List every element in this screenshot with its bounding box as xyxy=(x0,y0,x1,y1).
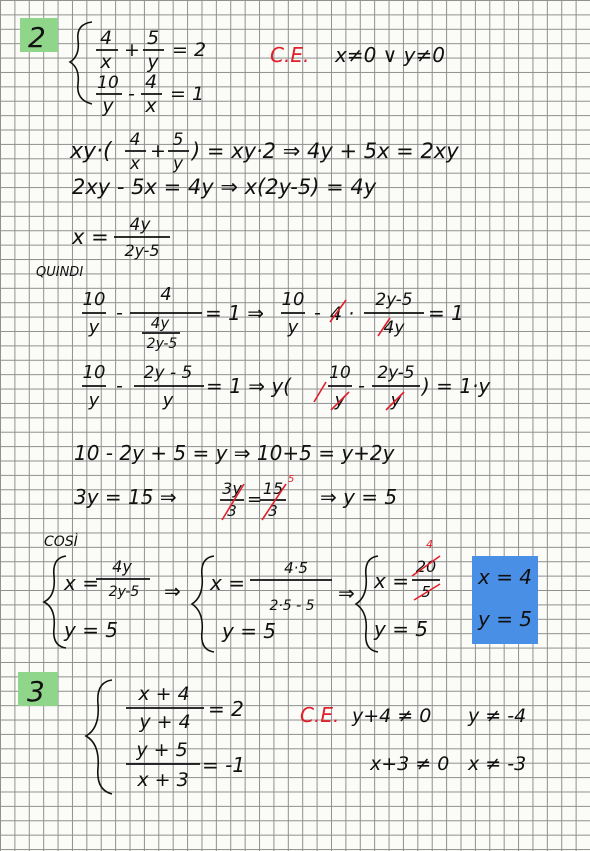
frac-den: y xyxy=(88,390,100,411)
step-text: 10 - 2y + 5 = y ⇒ 10+5 = y+2y xyxy=(74,441,395,465)
frac-num: 15 xyxy=(262,479,284,498)
implies-arrow: ⇒ xyxy=(338,581,355,605)
operator: - xyxy=(314,302,321,324)
frac-den: x xyxy=(100,51,112,73)
frac-num: 4 xyxy=(160,284,172,305)
result-x: x = 4 xyxy=(478,565,533,589)
frac-den: y xyxy=(390,390,402,411)
step-text: 4 · xyxy=(330,303,355,325)
frac-num: 10 xyxy=(329,363,351,383)
equation-rhs: = 2 xyxy=(208,697,244,721)
system-brace xyxy=(44,556,66,648)
frac-num: 2y-5 xyxy=(375,290,413,310)
problem-3-number: 3 xyxy=(27,675,45,708)
frac-num: y + 5 xyxy=(136,739,188,761)
frac-num: 4 xyxy=(129,130,141,150)
equation-rhs: = 1 xyxy=(170,83,205,105)
frac-den: y xyxy=(88,317,100,338)
frac-num: 2y - 5 xyxy=(143,363,193,383)
step-text: xy·( xyxy=(70,139,112,164)
frac-den: y xyxy=(147,51,159,73)
ce-condition: x≠0 ∨ y≠0 xyxy=(335,43,445,67)
frac-num: x + 4 xyxy=(138,683,190,705)
frac-num: 4 xyxy=(99,27,113,49)
cancel-stroke xyxy=(314,382,326,402)
frac-den: x + 3 xyxy=(137,769,189,791)
frac-num: 5 xyxy=(172,130,184,150)
implies-arrow: ⇒ xyxy=(164,579,181,603)
frac-num: 4 xyxy=(144,71,158,93)
frac-den: 2y-5 xyxy=(146,336,178,352)
operator: + xyxy=(124,39,140,61)
operator: - xyxy=(358,375,365,397)
result-y: y = 5 xyxy=(478,607,533,631)
operator: - xyxy=(128,83,135,105)
reduced-value: 4 xyxy=(426,538,433,551)
frac-den: y xyxy=(102,95,114,117)
step-text: ) = 1·y xyxy=(422,374,491,398)
reduced-value: 5 xyxy=(288,474,295,485)
frac-num: 10 xyxy=(281,289,305,310)
frac-den: 4y xyxy=(383,318,405,338)
ce-condition: y ≠ -4 xyxy=(468,705,527,727)
system-brace xyxy=(70,22,92,104)
step-text: y = 5 xyxy=(64,618,119,642)
frac-den: 3 xyxy=(268,502,278,520)
step-text: 2xy - 5x = 4y ⇒ x(2y-5) = 4y xyxy=(72,175,377,199)
frac-den: 5 xyxy=(421,583,431,601)
step-text: ⇒ y = 5 xyxy=(320,485,398,509)
ce-label: C.E. xyxy=(270,43,310,67)
frac-den: y xyxy=(172,154,184,174)
ce-condition: x ≠ -3 xyxy=(468,753,527,775)
system-brace xyxy=(86,680,112,794)
step-text: x = xyxy=(72,225,109,249)
quindi-label: QUINDI xyxy=(36,265,84,280)
ce-condition: x+3 ≠ 0 xyxy=(370,753,450,775)
problem-2-number: 2 xyxy=(28,21,46,54)
frac-den: 2·5 - 5 xyxy=(269,598,315,614)
frac-den: x xyxy=(129,154,141,174)
operator: = xyxy=(247,489,263,510)
step-text: x = xyxy=(64,571,99,595)
step-text: = 1 ⇒ xyxy=(205,301,264,325)
frac-den: 2y-5 xyxy=(108,584,140,600)
step-text: 3y = 15 ⇒ xyxy=(74,485,177,509)
frac-den: 2y-5 xyxy=(124,241,160,260)
frac-den: x xyxy=(145,95,157,117)
frac-num: 4·5 xyxy=(284,559,308,577)
frac-num: 5 xyxy=(146,27,160,49)
frac-num: 10 xyxy=(97,73,119,93)
frac-num: 2y-5 xyxy=(377,363,415,383)
operator: - xyxy=(116,302,123,324)
step-text: ) = xy·2 ⇒ 4y + 5x = 2xy xyxy=(192,139,459,163)
step-text: = 1 xyxy=(428,301,464,325)
step-text: x = xyxy=(210,571,245,595)
ce-condition: y+4 ≠ 0 xyxy=(352,705,432,727)
frac-num: 10 xyxy=(82,362,106,383)
operator: + xyxy=(150,140,166,162)
frac-num: 4y xyxy=(112,557,132,576)
frac-num: 4y xyxy=(150,314,170,332)
equation-rhs: = -1 xyxy=(202,753,246,777)
frac-den: y xyxy=(287,317,299,338)
frac-den: 3 xyxy=(227,502,237,520)
frac-num: 20 xyxy=(415,557,437,576)
step-text: y = 5 xyxy=(374,617,429,641)
frac-den: y xyxy=(334,390,346,411)
equation-rhs: = 2 xyxy=(172,39,207,61)
frac-num: 10 xyxy=(82,289,106,310)
step-text: y = 5 xyxy=(222,619,277,643)
step-text: x = xyxy=(374,569,409,593)
step-text: = 1 ⇒ y( xyxy=(206,374,291,398)
ce-label: C.E. xyxy=(300,703,340,727)
frac-num: 4y xyxy=(129,215,151,235)
frac-den: y + 4 xyxy=(139,711,191,733)
frac-num: 3y xyxy=(222,479,242,498)
operator: - xyxy=(116,375,123,397)
cosi-label: COSÌ xyxy=(44,534,78,550)
frac-den: y xyxy=(162,390,174,411)
